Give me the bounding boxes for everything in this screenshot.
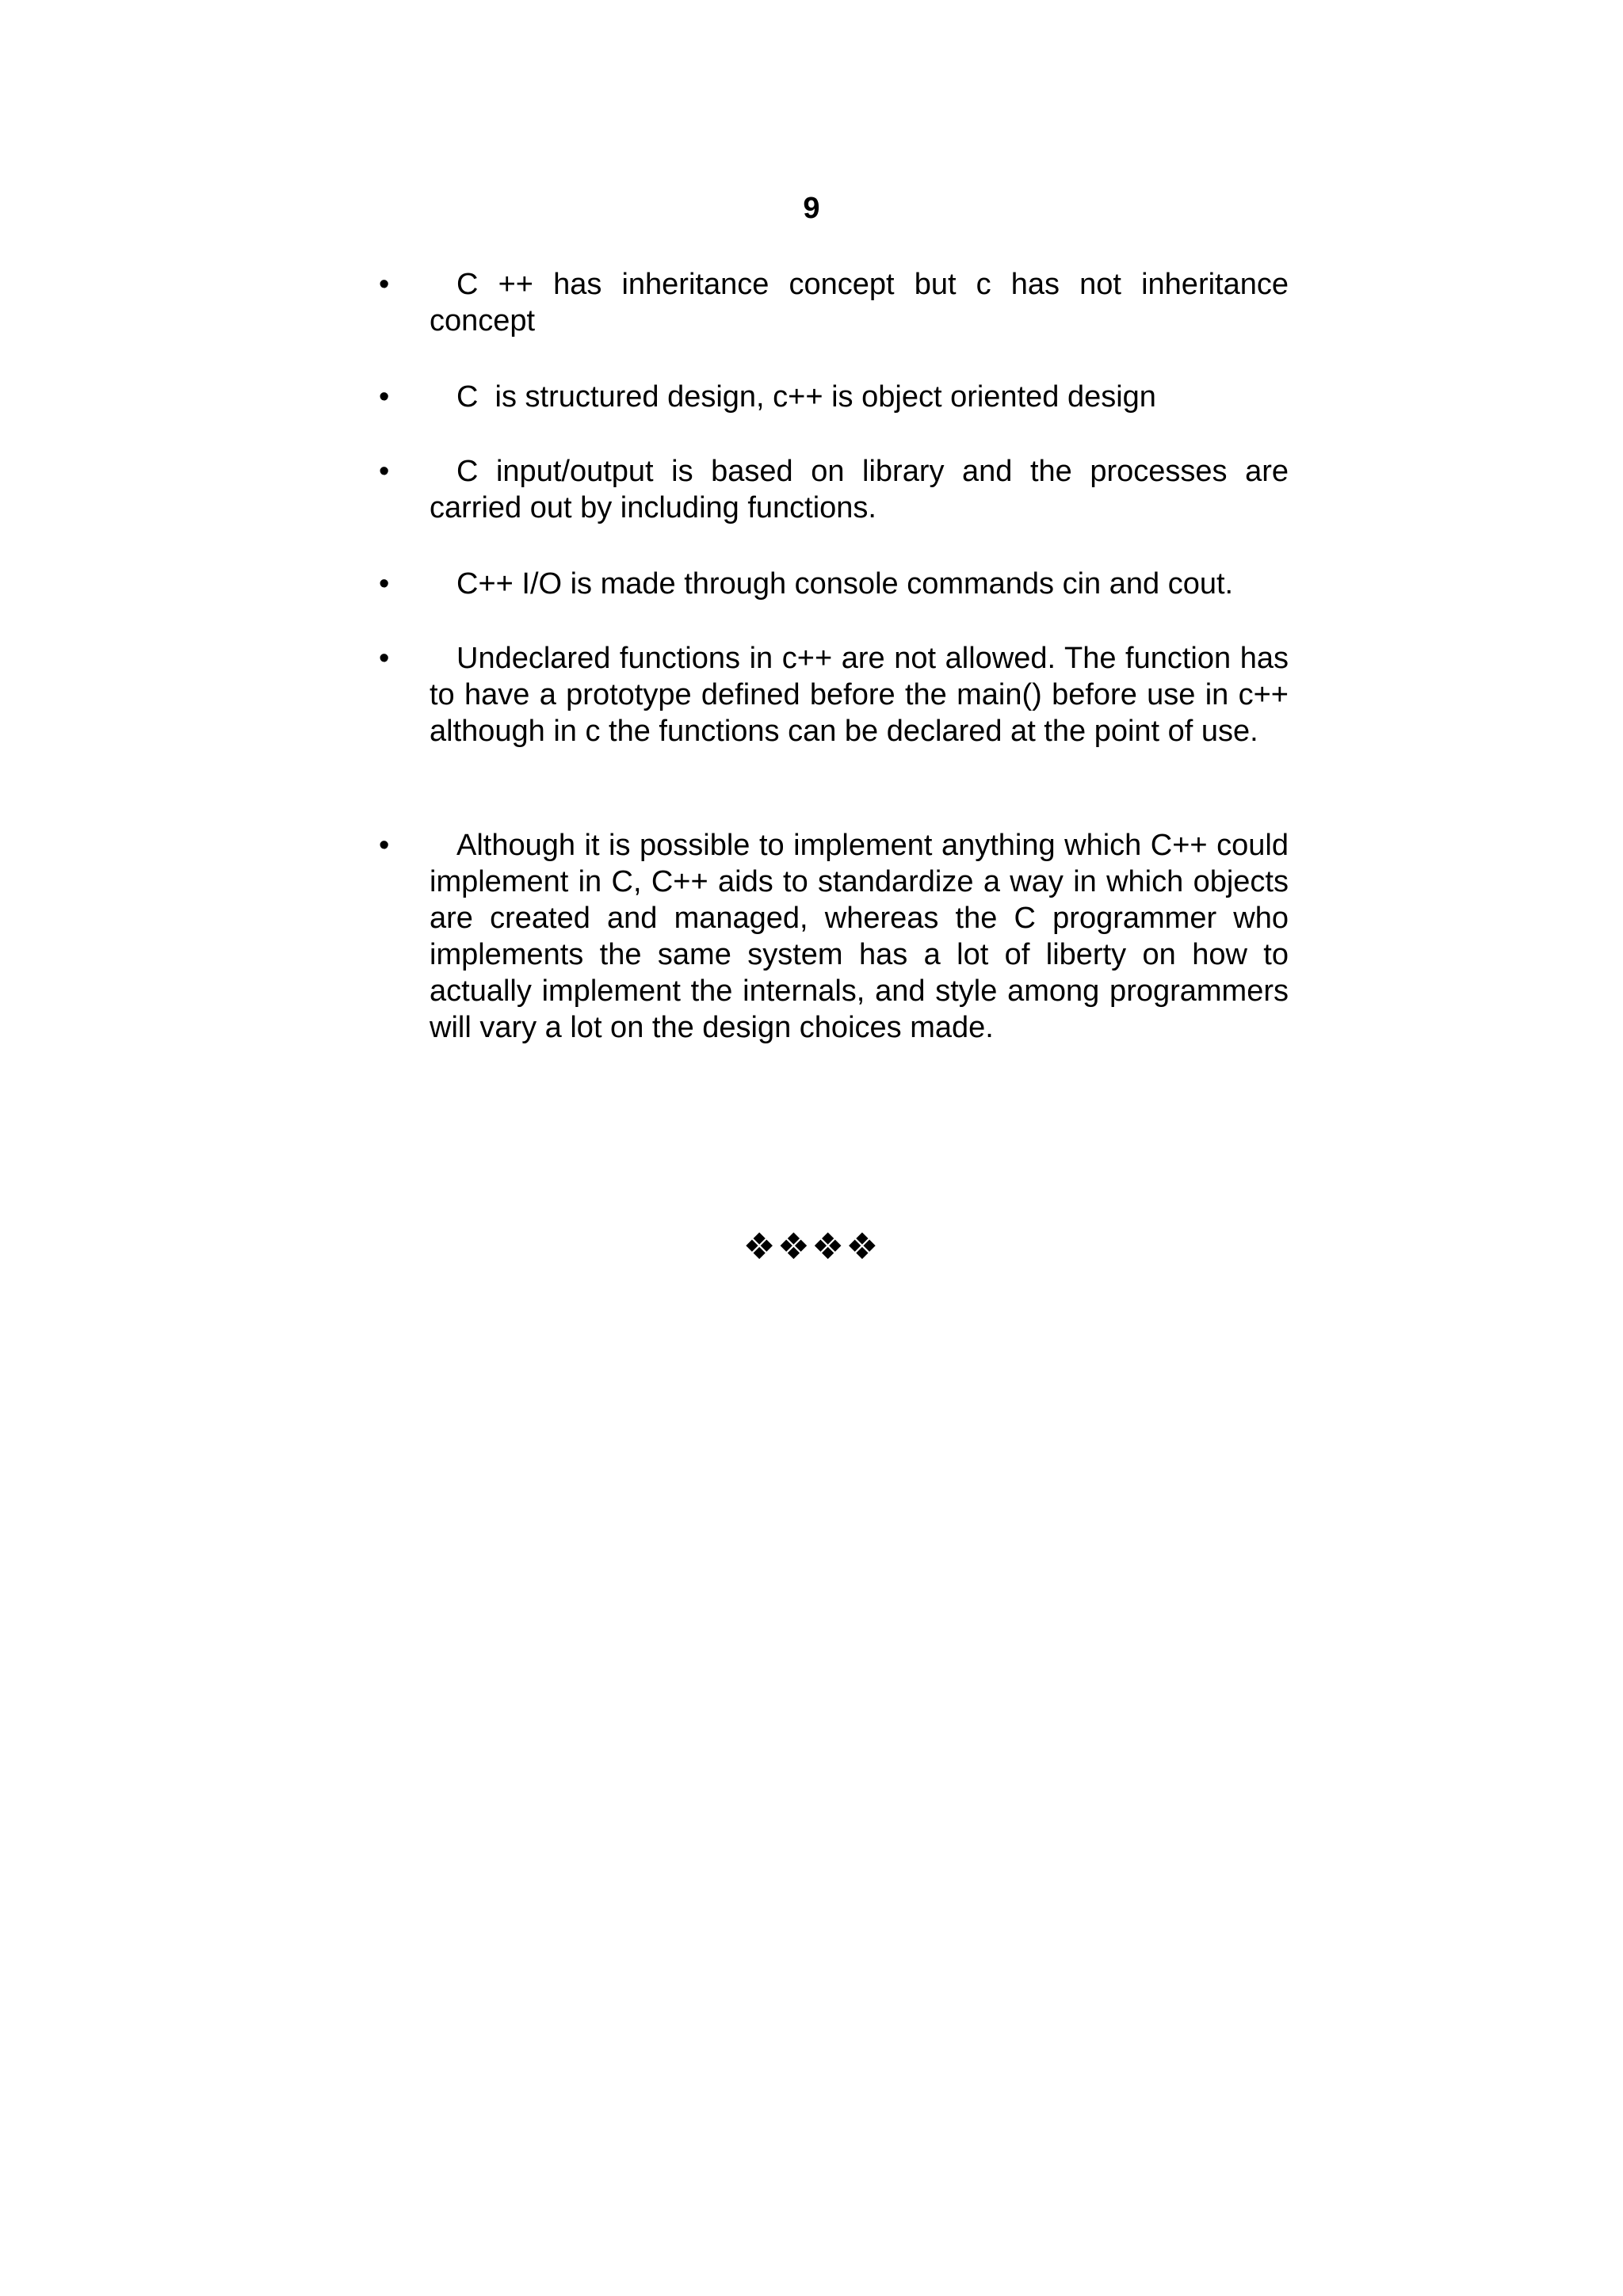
bullet-icon: • (379, 455, 390, 488)
bullet-icon: • (379, 642, 390, 675)
bullet-text: C ++ has inheritance concept but c has not inheritance concept (430, 268, 1289, 338)
bullet-text: Although it is possible to implement anything which C++ could implement in C, C++ aids to standardize a way in which objects are created and managed, whereas the C programmer who implements the same system has a lot of liberty on how to actually implement the internals, and style among programmers will vary a lot on the design choices made. (430, 829, 1289, 1044)
bullet-icon: • (379, 380, 390, 414)
page-number: 9 (803, 192, 820, 225)
bullet-icon: • (379, 567, 390, 601)
ornament-divider-icon: ❖❖❖❖ (743, 1225, 880, 1268)
bullet-icon: • (379, 829, 390, 862)
bullet-text: Undeclared functions in c++ are not allowed. The function has to have a prototype defined before the main() before use in c++ although in c the functions can be declared at the point of use. (430, 642, 1289, 748)
bullet-icon: • (379, 268, 390, 301)
bullet-text: C++ I/O is made through console commands cin and cout. (456, 567, 1234, 601)
bullet-text: C input/output is based on library and the processes are carried out by including functions. (430, 455, 1289, 524)
bullet-text: C is structured design, c++ is object oriented design (456, 380, 1156, 414)
